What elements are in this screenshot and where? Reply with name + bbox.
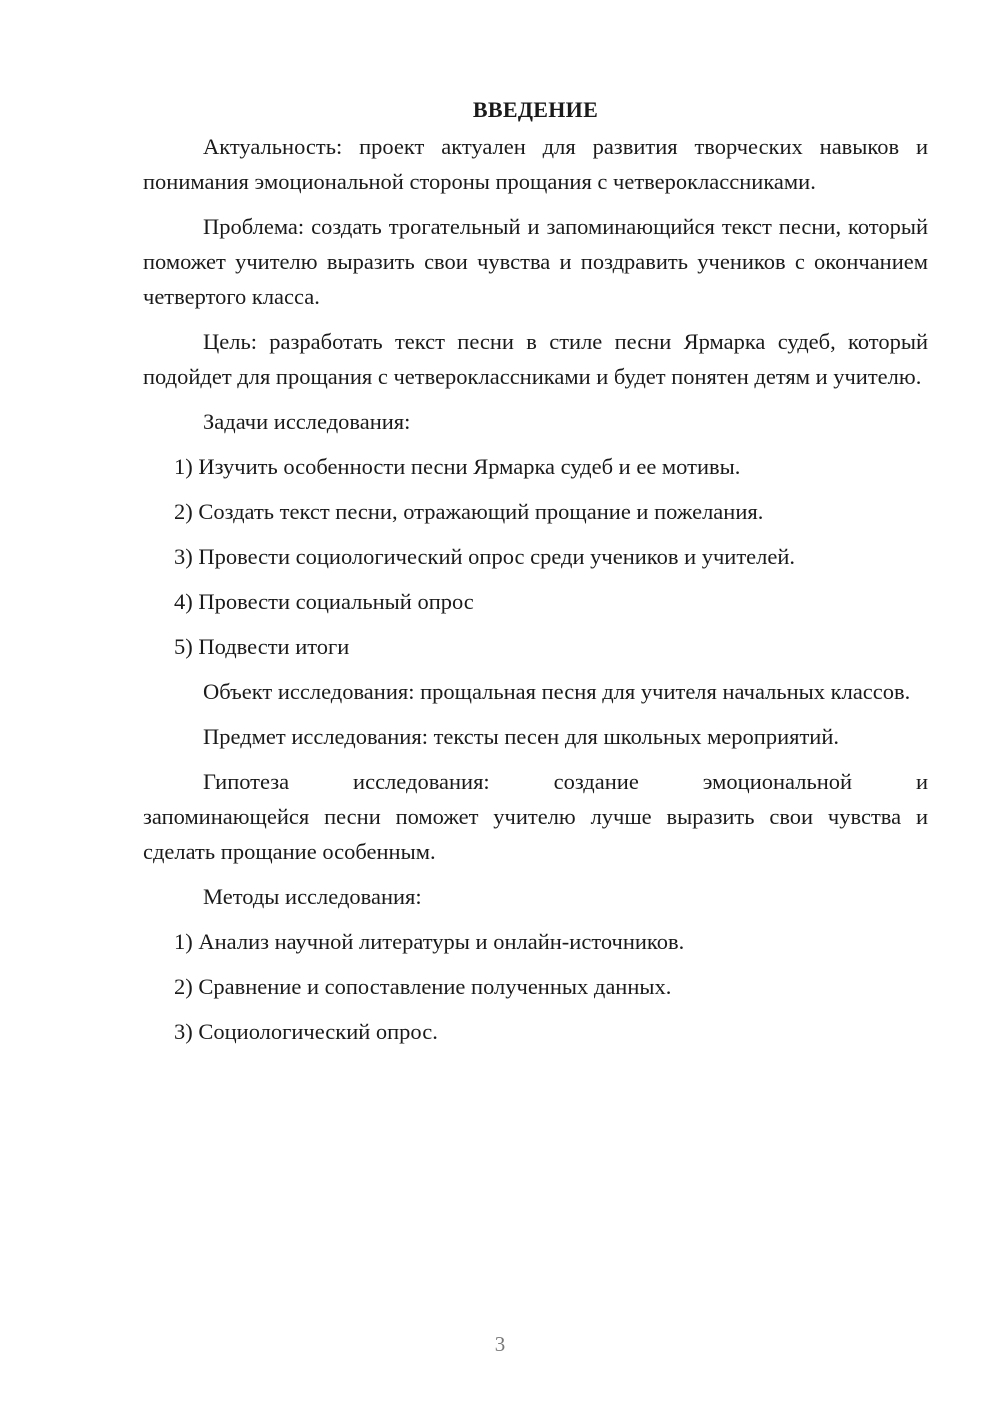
list-item-task-1: 1) Изучить особенности песни Ярмарка судеб и ее мотивы. xyxy=(174,454,741,479)
paragraph-problem: Проблема: создать трогательный и запоминающийся текст песни, который поможет учителю выразить свои чувства и поздравить учеников с окончанием четвертого класса. xyxy=(143,214,928,309)
paragraph-goal: Цель: разработать текст песни в стиле песни Ярмарка судеб, который подойдет для прощания с четвероклассниками и будет понятен детям и учителю. xyxy=(143,329,928,389)
paragraph-object: Объект исследования: прощальная песня для учителя начальных классов. xyxy=(203,679,911,704)
list-item-method-2: 2) Сравнение и сопоставление полученных данных. xyxy=(174,974,672,999)
list-item-task-4: 4) Провести социальный опрос xyxy=(174,589,474,614)
paragraph-hypothesis-line1: Гипотеза исследования: создание эмоциональной и xyxy=(203,769,928,794)
page-number: 3 xyxy=(494,1332,506,1356)
paragraph-subject: Предмет исследования: тексты песен для школьных мероприятий. xyxy=(203,724,840,749)
methods-title: Методы исследования: xyxy=(203,884,422,909)
list-item-method-1: 1) Анализ научной литературы и онлайн-источников. xyxy=(174,929,685,954)
list-item-task-5: 5) Подвести итоги xyxy=(174,634,350,659)
list-item-task-3: 3) Провести социологический опрос среди учеников и учителей. xyxy=(174,544,796,569)
paragraph-hypothesis-rest: запоминающейся песни поможет учителю лучше выразить свои чувства и сделать прощание особенным. xyxy=(143,804,928,864)
tasks-title: Задачи исследования: xyxy=(203,409,411,434)
paragraph-relevance: Актуальность: проект актуален для развития творческих навыков и понимания эмоциональной стороны прощания с четвероклассниками. xyxy=(143,134,928,194)
list-item-method-3: 3) Социологический опрос. xyxy=(174,1019,438,1044)
page-title: ВВЕДЕНИЕ xyxy=(472,97,599,122)
list-item-task-2: 2) Создать текст песни, отражающий прощание и пожелания. xyxy=(174,499,764,524)
document-page xyxy=(143,95,928,1059)
